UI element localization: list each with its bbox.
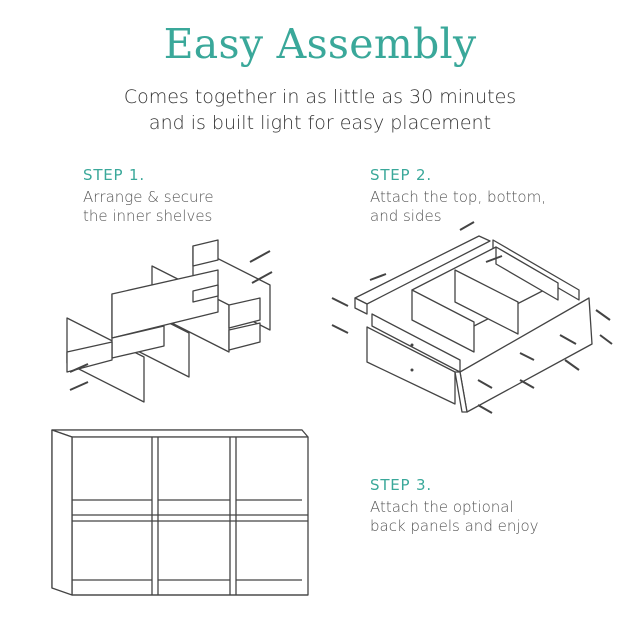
page-title: Easy Assembly [163, 20, 477, 68]
subtitle-line-2: and is built light for easy placement [148, 112, 492, 134]
step-2-line-2: and sides [370, 207, 442, 225]
subtitle-line-1: Comes together in as little as 30 minutes [123, 86, 517, 108]
step-3-line-2: back panels and enjoy [370, 517, 539, 535]
step-3-line-1: Attach the optional [370, 498, 514, 516]
step-1-title: STEP 1. [83, 166, 145, 184]
inner-shelves-illustration [67, 240, 270, 402]
finished-shelf-illustration [52, 430, 308, 595]
frame-assembly-illustration [355, 236, 592, 412]
step-2-title: STEP 2. [370, 166, 432, 184]
step-2-line-1: Attach the top, bottom, [370, 188, 546, 206]
step-1-line-1: Arrange & secure [83, 188, 214, 206]
step-1-line-2: the inner shelves [83, 207, 213, 225]
step-3-title: STEP 3. [370, 476, 432, 494]
